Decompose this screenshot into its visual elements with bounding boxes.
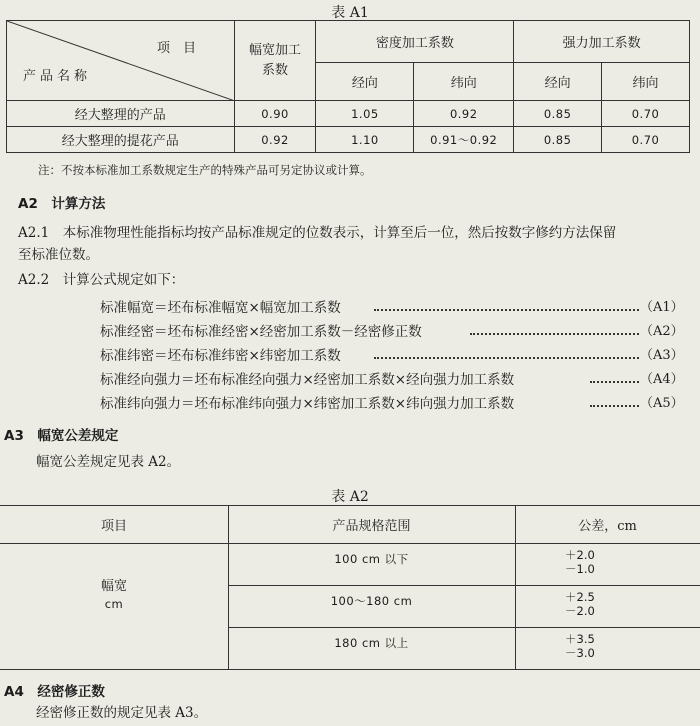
- header-density-warp: 经向: [316, 63, 414, 101]
- range-row-3: 180 cm 以上: [334, 636, 409, 650]
- paragraph-a3: 幅宽公差规定见表 A2。: [36, 454, 181, 470]
- tolerance-minus-1: －1.0: [565, 562, 595, 576]
- header-tolerance: 公差，cm: [578, 519, 637, 534]
- row-name: 经大整理的产品: [7, 101, 235, 127]
- formula-a4: 标准经向强力＝坯布标准经向强力×经密加工系数×经向强力加工系数: [100, 372, 515, 388]
- formula-a5: 标准纬向强力＝坯布标准纬向强力×纬密加工系数×纬向强力加工系数: [100, 396, 515, 412]
- formula-tag-a5: （A5）: [640, 396, 684, 411]
- tolerance-plus-3: ＋3.5: [565, 632, 595, 646]
- table-a1-note: 注：不按本标准加工系数规定生产的特殊产品可另定协议或计算。: [38, 163, 372, 177]
- item-label-unit: cm: [104, 597, 124, 611]
- header-item: 项目: [100, 519, 127, 534]
- tolerance-plus-1: ＋2.0: [565, 548, 595, 562]
- paragraph-a4: 经密修正数的规定见表 A3。: [36, 705, 208, 721]
- formula-a3: 标准纬密＝坯布标准纬密×纬密加工系数: [100, 348, 341, 364]
- formula-tag-a2: （A2）: [640, 324, 684, 339]
- row-strength-warp: 0.85: [514, 101, 602, 127]
- leader-dots: [374, 309, 639, 311]
- table-a1: [6, 20, 690, 153]
- table-a2: [0, 505, 700, 670]
- formula-tag-a4: （A4）: [640, 372, 684, 387]
- section-a4-heading: A4 经密修正数: [4, 684, 105, 700]
- paragraph-a2-2: A2.2 计算公式规定如下：: [18, 272, 185, 288]
- header-density-weft: 纬向: [414, 63, 514, 101]
- header-strength-warp: 经向: [514, 63, 602, 101]
- row-width: 0.90: [234, 101, 316, 127]
- table-rule-header: [0, 543, 700, 544]
- table-rule-row1: [228, 585, 700, 586]
- row-strength-warp: 0.85: [514, 127, 602, 153]
- row-density-warp: 1.10: [316, 127, 414, 153]
- leader-dots: [374, 357, 639, 359]
- row-density-warp: 1.05: [316, 101, 414, 127]
- paragraph-a2-1-line2: 至标准位数。: [18, 247, 99, 263]
- leader-dots: [470, 333, 639, 335]
- tolerance-plus-2: ＋2.5: [565, 590, 595, 604]
- header-item-label: 项 目: [157, 41, 197, 56]
- header-density-coef: 密度加工系数: [316, 21, 514, 63]
- section-a2-heading: A2 计算方法: [18, 196, 106, 212]
- header-range: 产品规格范围: [332, 519, 411, 534]
- header-strength-weft: 纬向: [602, 63, 690, 101]
- table-row: [7, 101, 690, 127]
- table-row: [7, 127, 690, 153]
- diagonal-header-cell: [7, 21, 235, 101]
- formula-tag-a3: （A3）: [640, 348, 684, 363]
- table-rule-top: [0, 505, 700, 506]
- table-rule-bottom: [0, 669, 700, 670]
- header-product-name: 产品名称: [23, 69, 92, 84]
- header-width-coef: 幅宽加工系数: [234, 21, 316, 101]
- section-a3-heading: A3 幅宽公差规定: [4, 428, 119, 444]
- formula-a2: 标准经密＝坯布标准经密×经密加工系数－经密修正数: [100, 324, 422, 340]
- row-density-weft: 0.92: [414, 101, 514, 127]
- diagonal-line: [7, 21, 235, 101]
- leader-dots: [590, 381, 639, 383]
- range-row-2: 100～180 cm: [330, 594, 413, 608]
- leader-dots: [590, 405, 639, 407]
- table-rule-row2: [228, 627, 700, 628]
- table-a2-caption: 表 A2: [331, 489, 369, 505]
- row-width: 0.92: [234, 127, 316, 153]
- row-name: 经大整理的提花产品: [7, 127, 235, 153]
- row-strength-weft: 0.70: [602, 127, 690, 153]
- tolerance-minus-3: －3.0: [565, 646, 595, 660]
- row-strength-weft: 0.70: [602, 101, 690, 127]
- item-label-width: 幅宽: [100, 579, 127, 594]
- tolerance-minus-2: －2.0: [565, 604, 595, 618]
- table-a1-caption: 表 A1: [331, 5, 369, 21]
- formula-tag-a1: （A1）: [640, 300, 684, 315]
- header-strength-coef: 强力加工系数: [514, 21, 690, 63]
- paragraph-a2-1-line1: A2.1 本标准物理性能指标均按产品标准规定的位数表示，计算至后一位，然后按数字修约方法保留: [18, 225, 617, 241]
- row-density-weft: 0.91～0.92: [414, 127, 514, 153]
- formula-a1: 标准幅宽＝坯布标准幅宽×幅宽加工系数: [100, 300, 341, 316]
- range-row-1: 100 cm 以下: [334, 552, 409, 566]
